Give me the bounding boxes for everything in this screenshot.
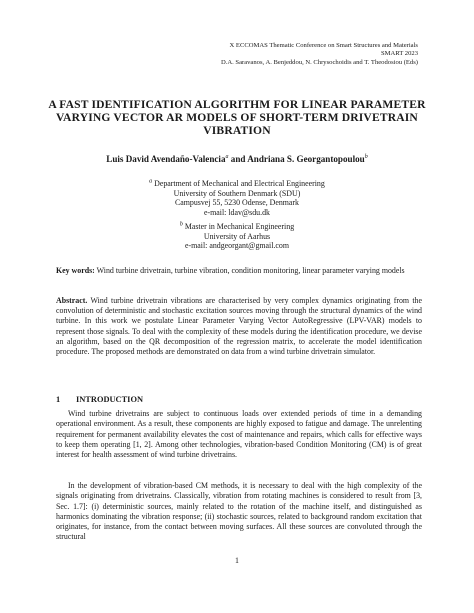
affiliation-b-line2: University of Aarhus bbox=[203, 231, 271, 241]
author-connector: and bbox=[228, 154, 248, 164]
conference-header bbox=[221, 42, 418, 67]
affiliation-a-line2: University of Southern Denmark (SDU) bbox=[173, 188, 301, 198]
affiliation-b-mark: b bbox=[179, 221, 183, 228]
body-paragraph-2: In the development of vibration-based CM methods, it is necessary to deal with the high complexity of the signals originating from drivetrains. Classically, vibration from rotating machines is considered to result from [3, Sec. 1.7]: (i) deterministic sources, mainly related to the rotation of the machine itself, and distinguished as harmonics dominating the vibration response; (ii) stochastic sources, related to background random excitation that originates, for instance, from the contact between moving surfaces. All these sources are convoluted through the structural bbox=[56, 481, 422, 542]
page-number: 1 bbox=[235, 556, 239, 565]
author-1: Luis David Avendaño-Valencia bbox=[106, 154, 226, 164]
affiliation-a-email: e-mail: ldav@sdu.dk bbox=[204, 208, 270, 218]
affiliation-a-line1: Department of Mechanical and Electrical Engineering bbox=[154, 179, 325, 188]
affiliation-a-line3: Campusvej 55, 5230 Odense, Denmark bbox=[174, 198, 300, 208]
section-title: INTRODUCTION bbox=[76, 395, 144, 404]
abstract-label: Abstract. bbox=[56, 296, 88, 305]
body-paragraph-1: Wind turbine drivetrains are subject to continuous loads over extended periods of time in a demanding operational environment. As a result, these components are highly exposed to fatigue and damage. The unrelenting requirement for permanent availability elevates the cost of maintenance and repairs, which calls for effective ways to keep them operating [1, 2]. Among other technologies, vibration-based Condition Monitoring (CM) is of great interest for health assessment of wind turbine drivetrains. bbox=[56, 409, 422, 460]
affiliation-a-mark: a bbox=[149, 178, 153, 185]
section-heading bbox=[56, 395, 422, 405]
keywords-block bbox=[56, 266, 422, 276]
affiliation-b-line1: Master in Mechanical Engineering bbox=[184, 222, 295, 231]
author-list bbox=[40, 154, 434, 165]
affiliation-b bbox=[40, 222, 434, 251]
keywords-label: Key words: bbox=[56, 266, 95, 275]
conference-short: SMART 2023 bbox=[380, 50, 418, 58]
author-1-mark: a bbox=[225, 153, 229, 160]
author-2-mark: b bbox=[364, 153, 368, 160]
keywords-text: Wind turbine drivetrain, turbine vibration, condition monitoring, linear parameter varying models bbox=[96, 266, 405, 275]
affiliation-a bbox=[40, 179, 434, 218]
conference-name: X ECCOMAS Thematic Conference on Smart Structures and Materials bbox=[229, 42, 418, 49]
abstract-text: Wind turbine drivetrain vibrations are characterised by very complex dynamics originating from the convolution of deterministic and stochastic excitation sources moving through the structural dynamics of the wind turbine. In this work we postulate Linear Parameter Varying Vector AutoRegressive (LPV-VAR) models to represent those signals. To deal with the complexity of these models during the identification procedure, we devise an algorithm, based on the QR decomposition of the regression matrix, to accelerate the model identification procedure. The proposed methods are demonstrated on data from a wind turbine drivetrain simulator. bbox=[56, 296, 422, 357]
conference-editors: D.A. Saravanos, A. Benjeddou, N. Chrysochoidis and T. Theodosiou (Eds) bbox=[220, 58, 418, 66]
affiliation-b-email: e-mail: andgeorgant@gmail.com bbox=[185, 241, 289, 251]
abstract-block bbox=[56, 296, 422, 357]
author-2: Andriana S. Georgantopoulou bbox=[247, 154, 365, 164]
paper-title: A FAST IDENTIFICATION ALGORITHM FOR LINEAR PARAMETER VARYING VECTOR AR MODELS OF SHORT-TERM DRIVETRAIN VIBRATION bbox=[48, 98, 426, 138]
section-number: 1 bbox=[56, 395, 61, 404]
